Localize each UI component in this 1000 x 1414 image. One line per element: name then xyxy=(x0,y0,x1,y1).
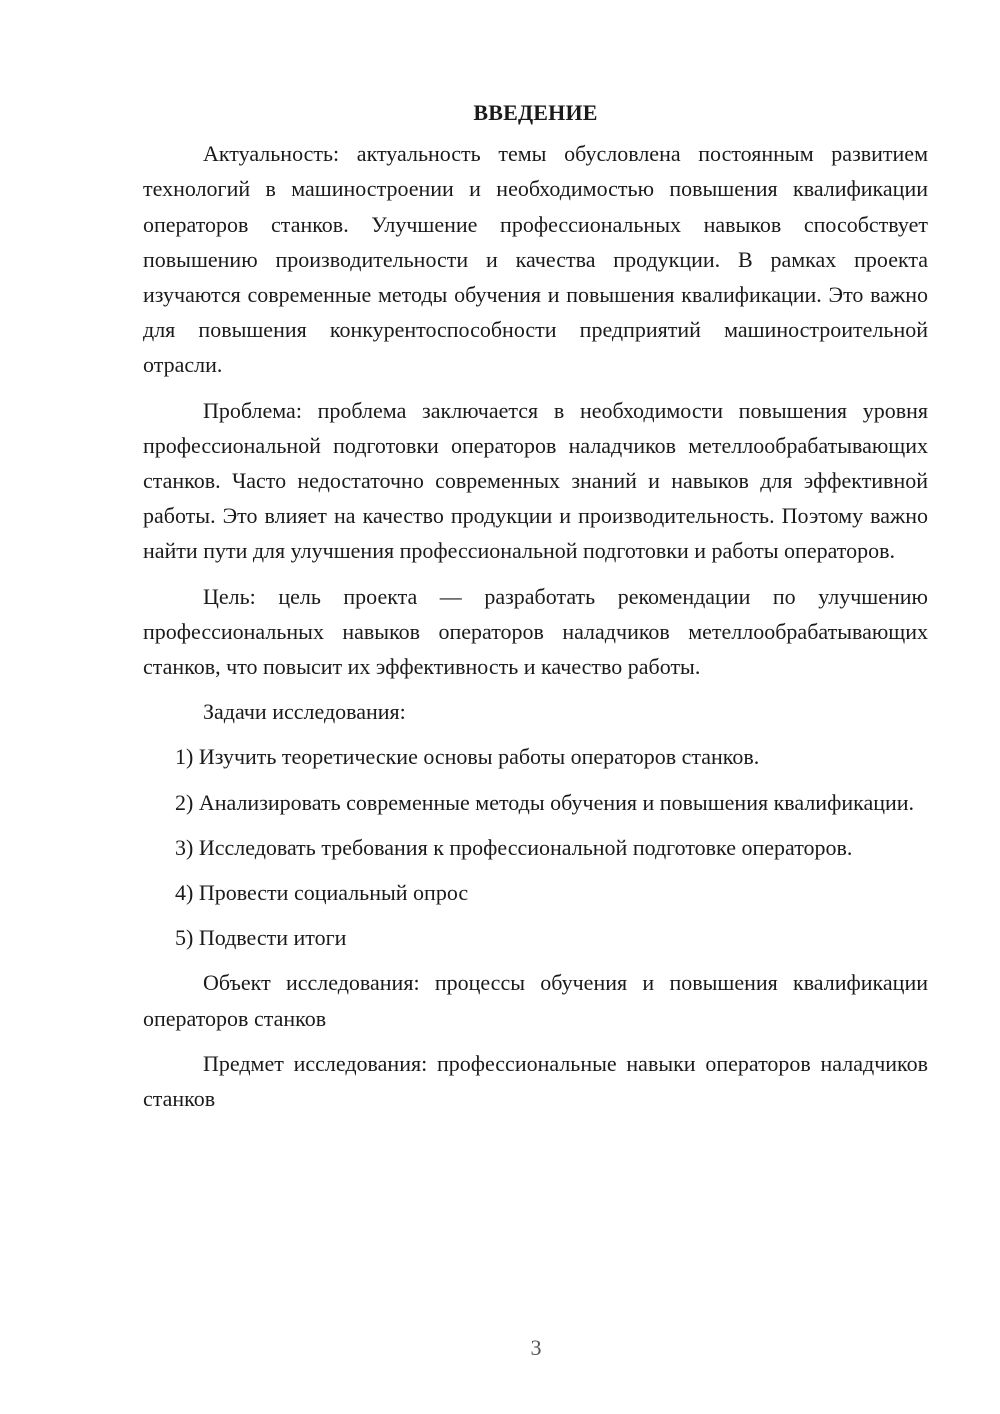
task-item-2: 2) Анализировать современные методы обучения и повышения квалификации. xyxy=(175,789,915,815)
task-item-4: 4) Провести социальный опрос xyxy=(175,880,469,906)
paragraph-goal: Цель: цель проекта — разработать рекомендации по улучшению профессиональных навыков операторов наладчиков метеллообрабатывающих станков, что повысит их эффективность и качество работы. xyxy=(143,583,928,680)
paragraph-relevance: Актуальность: актуальность темы обусловлена постоянным развитием технологий в машиностроении и необходимостью повышения квалификации операторов станков. Улучшение профессиональных навыков способствует повышению производительности и качества продукции. В рамках проекта изучаются современные методы обучения и повышения квалификации. Это важно для повышения конкурентоспособности предприятий машиностроительной отрасли. xyxy=(143,141,928,378)
paragraph-tasks-heading: Задачи исследования: xyxy=(203,699,406,725)
page-number: 3 xyxy=(530,1335,542,1360)
task-item-1: 1) Изучить теоретические основы работы операторов станков. xyxy=(175,744,760,770)
paragraph-subject: Предмет исследования: профессиональные навыки операторов наладчиков станков xyxy=(143,1050,928,1112)
task-item-3: 3) Исследовать требования к профессиональной подготовке операторов. xyxy=(175,834,853,860)
page-content xyxy=(143,95,928,1126)
paragraph-problem: Проблема: проблема заключается в необходимости повышения уровня профессиональной подготовки операторов наладчиков метеллообрабатывающих станков. Часто недостаточно современных знаний и навыков для эффективной работы. Это влияет на качество продукции и производительность. Поэтому важно найти пути для улучшения профессиональной подготовки и работы операторов. xyxy=(143,397,928,564)
paragraph-object: Объект исследования: процессы обучения и повышения квалификации операторов станков xyxy=(143,970,928,1031)
page-title: ВВЕДЕНИЕ xyxy=(473,100,598,125)
task-item-5: 5) Подвести итоги xyxy=(175,925,347,951)
